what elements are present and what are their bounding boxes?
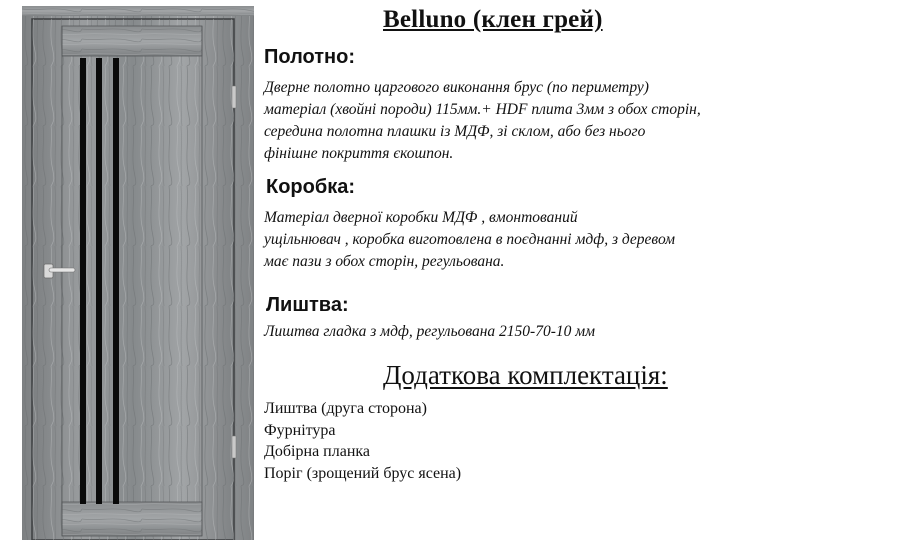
extras-list: [264, 398, 461, 484]
page-title: Belluno (клен грей): [383, 6, 603, 33]
text-line: має пази з обох сторін, регульована.: [264, 253, 505, 270]
text-line: матеріал (хвойні породи) 115мм.+ HDF плита 3мм з обох сторін,: [264, 101, 701, 118]
section-heading-frame: Коробка:: [266, 176, 356, 198]
text-line: Дверне полотно царгового виконання брус (по периметру): [264, 79, 649, 96]
extras-item: Поріг (зрощений брус ясена): [264, 464, 462, 482]
extras-heading: Додаткова комплектація:: [383, 360, 668, 390]
text-line: ущільнювач , коробка виготовлена в поєднанні мдф, з деревом: [264, 231, 676, 248]
door-image: [22, 6, 254, 540]
extras-item: Добірна планка: [264, 443, 371, 460]
text-line: Матеріал дверної коробки МДФ , вмонтований: [264, 209, 578, 226]
section-text-casing: [264, 321, 595, 343]
extras-item: Лиштва (друга сторона): [264, 400, 427, 417]
door-handle-lever: [49, 268, 75, 272]
glass-strip-3: [113, 58, 119, 504]
section-heading-casing: Лиштва:: [266, 294, 349, 316]
extras-item: Фурнітура: [264, 421, 336, 439]
text-line: фінішне покриття єкошпон.: [264, 145, 454, 162]
section-heading-leaf: Полотно:: [264, 46, 356, 68]
section-text-leaf: [264, 77, 701, 165]
door-illustration: [22, 6, 254, 540]
text-line: середина полотна плашки із МДФ, зі склом, або без нього: [264, 123, 646, 140]
glass-strip-2: [96, 58, 102, 504]
hinge-bottom: [232, 436, 236, 458]
section-text-frame: [264, 207, 675, 273]
text-line: Лиштва гладка з мдф, регульована 2150-70-10 мм: [264, 323, 596, 340]
glass-strip-1: [80, 58, 86, 504]
hinge-top: [232, 86, 236, 108]
